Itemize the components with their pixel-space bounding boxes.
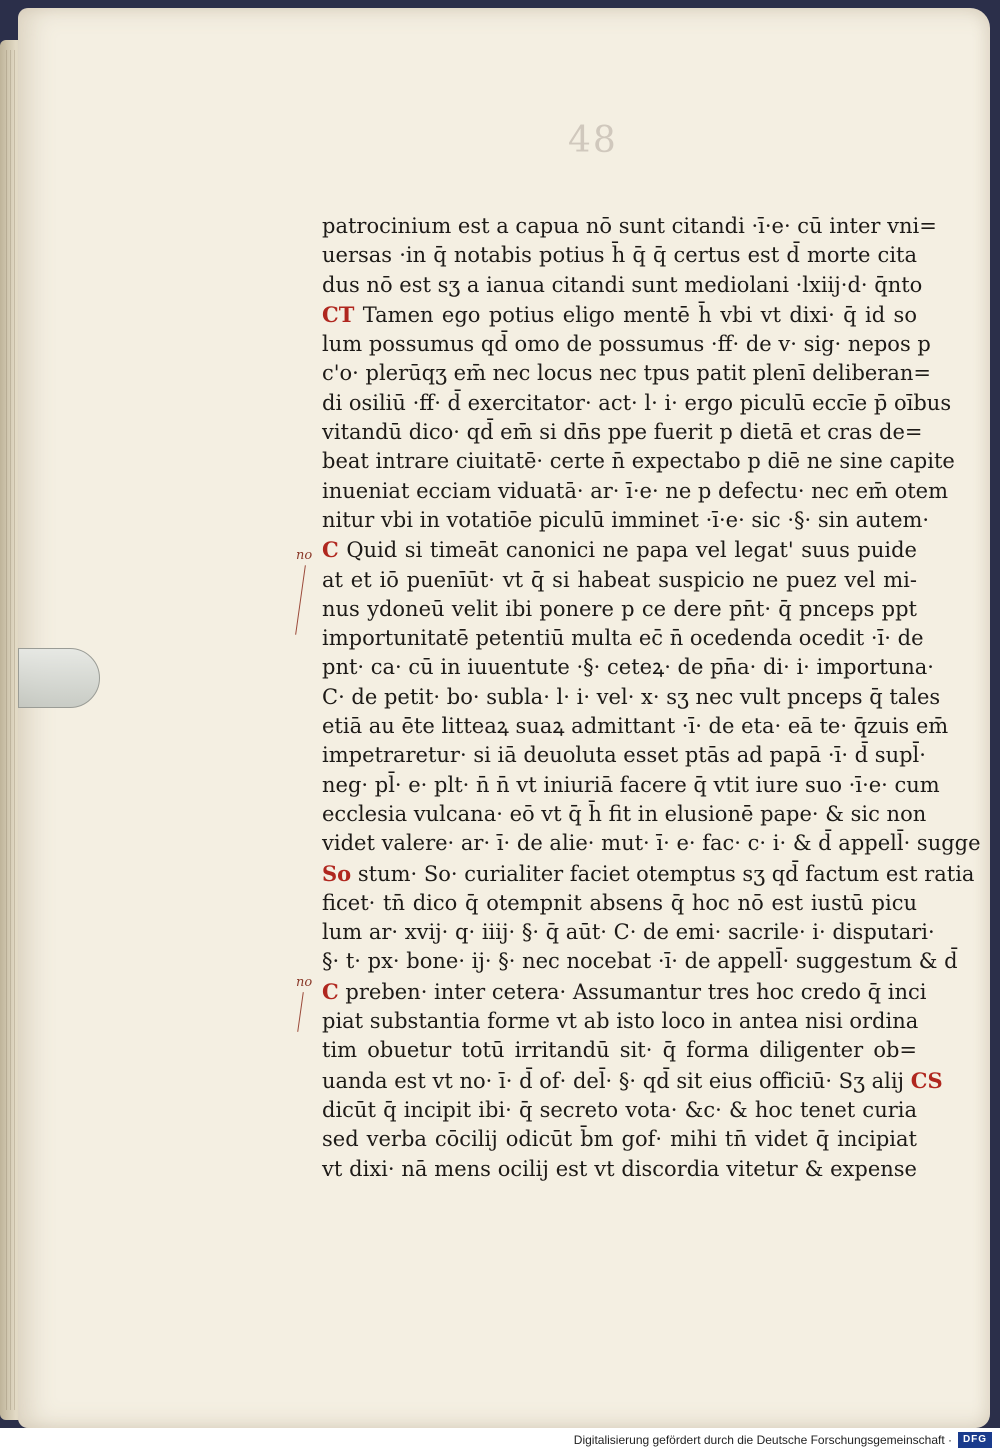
text-line: nus ydoneū velit ibi ponere p ce dere pn̄t· q̄ pnceps ppt bbox=[322, 596, 917, 621]
text-line: tim obuetur totū irritandū sit· q̄ forma diligenter ob= bbox=[322, 1038, 917, 1063]
text-line: dicūt q̄ incipit ibi· q̄ secreto vota· &c· & hoc tenet curia bbox=[322, 1097, 917, 1122]
rubric-paragraph-mark: C bbox=[322, 978, 339, 1004]
text-line: vt dixi· nā mens ocilij est vt discordia vitetur & expense bbox=[322, 1156, 917, 1181]
text-line: piat substantia forme vt ab isto loco in antea nisi ordina bbox=[322, 1009, 919, 1034]
text-line: §· t· px· bone· ij· §· nec nocebat ·ī· de appell̄· suggestum & d̄ bbox=[322, 949, 958, 974]
text-line: di osiliū ·ff· d̄ exercitator· act· l· i· ergo piculū eccīe p̄ oībus bbox=[322, 390, 952, 415]
text-block bbox=[322, 212, 981, 1184]
text-line: beat intrare ciuitatē· certe n̄ expectabo p diē ne sine capite bbox=[322, 449, 955, 474]
text-line: vitandū dico· qd̄ em̄ si dn̄s ppe fuerit p dietā et cras de= bbox=[322, 420, 923, 445]
text-line: ficet· tn̄ dico q̄ otempnit absens q̄ hoc nō est iustū picu bbox=[322, 890, 917, 915]
text-line: pnt· ca· cū in iuuentute ·§· ceteꝝ· de pn̄a· di· i· importuna· bbox=[322, 655, 934, 680]
text-line: ecclesia vulcana· eō vt q̄ h̄ fit in elusionē pape· & sic non bbox=[322, 801, 927, 826]
text-line: importunitatē petentiū multa ec̄ n̄ ocedenda ocedit ·ī· de bbox=[322, 626, 924, 651]
dfg-logo: DFG bbox=[958, 1432, 992, 1448]
text-line-rubricated bbox=[322, 977, 927, 1007]
text-line: patrocinium est a capua nō sunt citandi ·ī·e· cū inter vni= bbox=[322, 214, 937, 238]
rubric-initial: So bbox=[322, 860, 352, 886]
margin-note: no bbox=[296, 548, 313, 563]
rubric-paragraph-mark: C bbox=[910, 1067, 928, 1093]
text-line: inueniat ecciam viduatā· ar· ī·e· ne p defectu· nec em̄ otem bbox=[322, 478, 949, 503]
text-line: C· de petit· bo· subla· l· i· vel· x· sʒ nec vult pnceps q̄ tales bbox=[322, 684, 941, 709]
text-line-rubricated bbox=[322, 535, 917, 565]
pencil-foliation: 48 bbox=[568, 120, 618, 161]
text-line-rubricated bbox=[322, 300, 917, 330]
text-line: dus nō est sʒ a ianua citandi sunt mediolani ·lxiij·d· q̄nto bbox=[322, 272, 923, 297]
text-line: uersas ·in q̄ notabis potius h̄ q̄ q̄ certus est d̄ morte cita bbox=[322, 243, 917, 268]
rubric-paragraph-mark: C bbox=[322, 537, 339, 563]
margin-note: no bbox=[296, 975, 313, 990]
rubric-initial: T bbox=[338, 301, 355, 327]
text-line: impetraretur· si iā deuoluta esset ptās ad papā ·ī· d̄ supl̄· bbox=[322, 743, 926, 768]
page-clip bbox=[18, 648, 100, 708]
text-line-body: Tamen ego potius eligo mentē h̄ vbi vt dixi· q̄ id so bbox=[362, 302, 917, 327]
text-line-body: uanda est vt no· ī· d̄ of· del̄· §· qd̄ sit eius officiū· Sʒ alij bbox=[322, 1068, 905, 1093]
text-line-rubricated bbox=[322, 1066, 943, 1096]
text-line-rubricated bbox=[322, 859, 975, 889]
text-line: videt valere· ar· ī· de alie· mut· ī· e· fac· c· i· & d̄ appell̄· sugge bbox=[322, 831, 981, 856]
rubric-paragraph-mark: C bbox=[322, 301, 339, 327]
text-line: etiā au ēte litteaꝝ suaꝝ admittant ·ī· de eta· eā te· q̄zuis em̄ bbox=[322, 714, 949, 739]
text-line: neg· pl̄· e· plt· n̄ n̄ vt iniuriā facere q̄ vtit iure suo ·ī·e· cum bbox=[322, 772, 940, 797]
text-line: at et iō puenīūt· vt q̄ si habeat suspicio ne puez vel mi- bbox=[322, 567, 917, 592]
text-line-body: preben· inter cetera· Assumantur tres hoc credo q̄ inci bbox=[345, 979, 927, 1004]
text-line: lum possumus qd̄ omo de possumus ·ff· de v· sig· nepos p bbox=[322, 332, 931, 357]
text-line: c'o· plerūqʒ em̄ nec locus nec tpus patit plenī deliberan= bbox=[322, 361, 931, 386]
text-line: sed verba cōcilij odicūt b̄m gof· mihi tn̄ videt q̄ incipiat bbox=[322, 1127, 917, 1152]
text-line: nitur vbi in votatiōe piculū imminet ·ī·e· sic ·§· sin autem· bbox=[322, 507, 930, 532]
text-line-body: Quid si timeāt canonici ne papa vel legat' suus puide bbox=[346, 538, 917, 563]
text-line-body: stum· So· curialiter faciet otemptus sʒ qd̄ factum est ratia bbox=[357, 861, 975, 886]
funding-credit: Digitalisierung gefördert durch die Deutsche Forschungsgemeinschaft · bbox=[573, 1433, 952, 1447]
rubric-initial: S bbox=[927, 1067, 943, 1093]
text-line: lum ar· xvij· q· iiij· §· q̄ aūt· C· de emi· sacrile· i· disputari· bbox=[322, 920, 935, 945]
